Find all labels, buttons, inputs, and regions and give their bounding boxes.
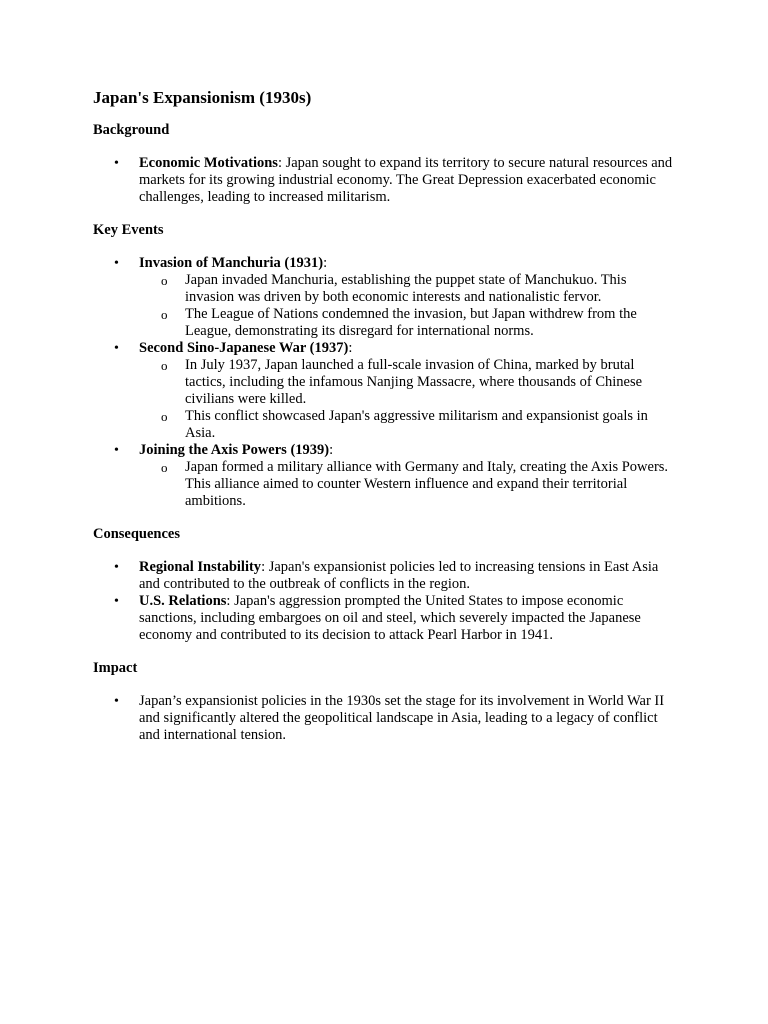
- document-title: Japan's Expansionism (1930s): [93, 88, 312, 107]
- list-item: [93, 255, 679, 340]
- item-term: Joining the Axis Powers (1939): [139, 442, 330, 458]
- document-page: [93, 88, 693, 760]
- sub-item-text: The League of Nations condemned the invasion, but Japan withdrew from the League, demonstrating its disregard for international norms.: [185, 306, 637, 339]
- item-term: Regional Instability: [139, 559, 262, 575]
- sub-list: [139, 272, 679, 340]
- section-heading-consequences: Consequences: [93, 526, 181, 542]
- item-text: :: [329, 442, 334, 458]
- bullet-icon: •: [114, 256, 119, 271]
- item-term: U.S. Relations: [139, 593, 227, 609]
- circle-bullet-icon: o: [161, 460, 168, 475]
- list-item: [93, 340, 679, 442]
- impact-list: [93, 693, 693, 744]
- item-term: Economic Motivations: [139, 155, 278, 171]
- list-item: [93, 559, 679, 593]
- sub-list-item: [139, 272, 675, 306]
- sub-item-text: Japan formed a military alliance with Germany and Italy, creating the Axis Powers. This alliance aimed to counter Western influence and expand their territorial ambitions.: [185, 459, 669, 509]
- section-heading-background: Background: [93, 122, 170, 138]
- bullet-icon: •: [114, 156, 119, 171]
- list-item: [93, 155, 679, 206]
- item-text: : Japan's aggression prompted the United States to impose economic sanctions, including embargoes on oil and steel, which severely impacted the Japanese economy and contributed to its decision to attack Pearl Harbor in 1941.: [139, 593, 641, 643]
- bullet-icon: •: [114, 694, 119, 709]
- section-heading-impact: Impact: [93, 660, 138, 676]
- item-term: Second Sino-Japanese War (1937): [139, 340, 349, 356]
- bullet-icon: •: [114, 341, 119, 356]
- section-heading-key-events: Key Events: [93, 222, 164, 238]
- key-events-list: [93, 255, 693, 510]
- item-text: : Japan's expansionist policies led to increasing tensions in East Asia and contributed to the outbreak of conflicts in the region.: [139, 559, 659, 592]
- sub-list: [139, 459, 679, 510]
- background-list: [93, 155, 693, 206]
- circle-bullet-icon: o: [161, 307, 168, 322]
- sub-list-item: [139, 459, 675, 510]
- sub-item-text: Japan invaded Manchuria, establishing the puppet state of Manchukuo. This invasion was driven by both economic interests and nationalistic fervor.: [185, 272, 627, 305]
- consequences-list: [93, 559, 693, 644]
- sub-list-item: [139, 408, 675, 442]
- item-text: :: [323, 255, 328, 271]
- sub-list: [139, 357, 679, 442]
- list-item: [93, 593, 679, 644]
- circle-bullet-icon: o: [161, 409, 168, 424]
- sub-item-text: This conflict showcased Japan's aggressive militarism and expansionist goals in Asia.: [185, 408, 648, 441]
- sub-item-text: In July 1937, Japan launched a full-scale invasion of China, marked by brutal tactics, including the infamous Nanjing Massacre, where thousands of Chinese civilians were killed.: [185, 357, 643, 407]
- list-item: [93, 442, 679, 510]
- bullet-icon: •: [114, 560, 119, 575]
- sub-list-item: [139, 306, 675, 340]
- item-term: Invasion of Manchuria (1931): [139, 255, 324, 271]
- bullet-icon: •: [114, 443, 119, 458]
- sub-list-item: [139, 357, 675, 408]
- bullet-icon: •: [114, 594, 119, 609]
- item-text: Japan’s expansionist policies in the 1930s set the stage for its involvement in World War II and significantly altered the geopolitical landscape in Asia, leading to a legacy of conflict and international tension.: [139, 693, 665, 743]
- item-text: : Japan sought to expand its territory to secure natural resources and markets for its growing industrial economy. The Great Depression exacerbated economic challenges, leading to increased militarism.: [139, 155, 673, 205]
- circle-bullet-icon: o: [161, 273, 168, 288]
- item-text: :: [348, 340, 353, 356]
- circle-bullet-icon: o: [161, 358, 168, 373]
- list-item: [93, 693, 679, 744]
